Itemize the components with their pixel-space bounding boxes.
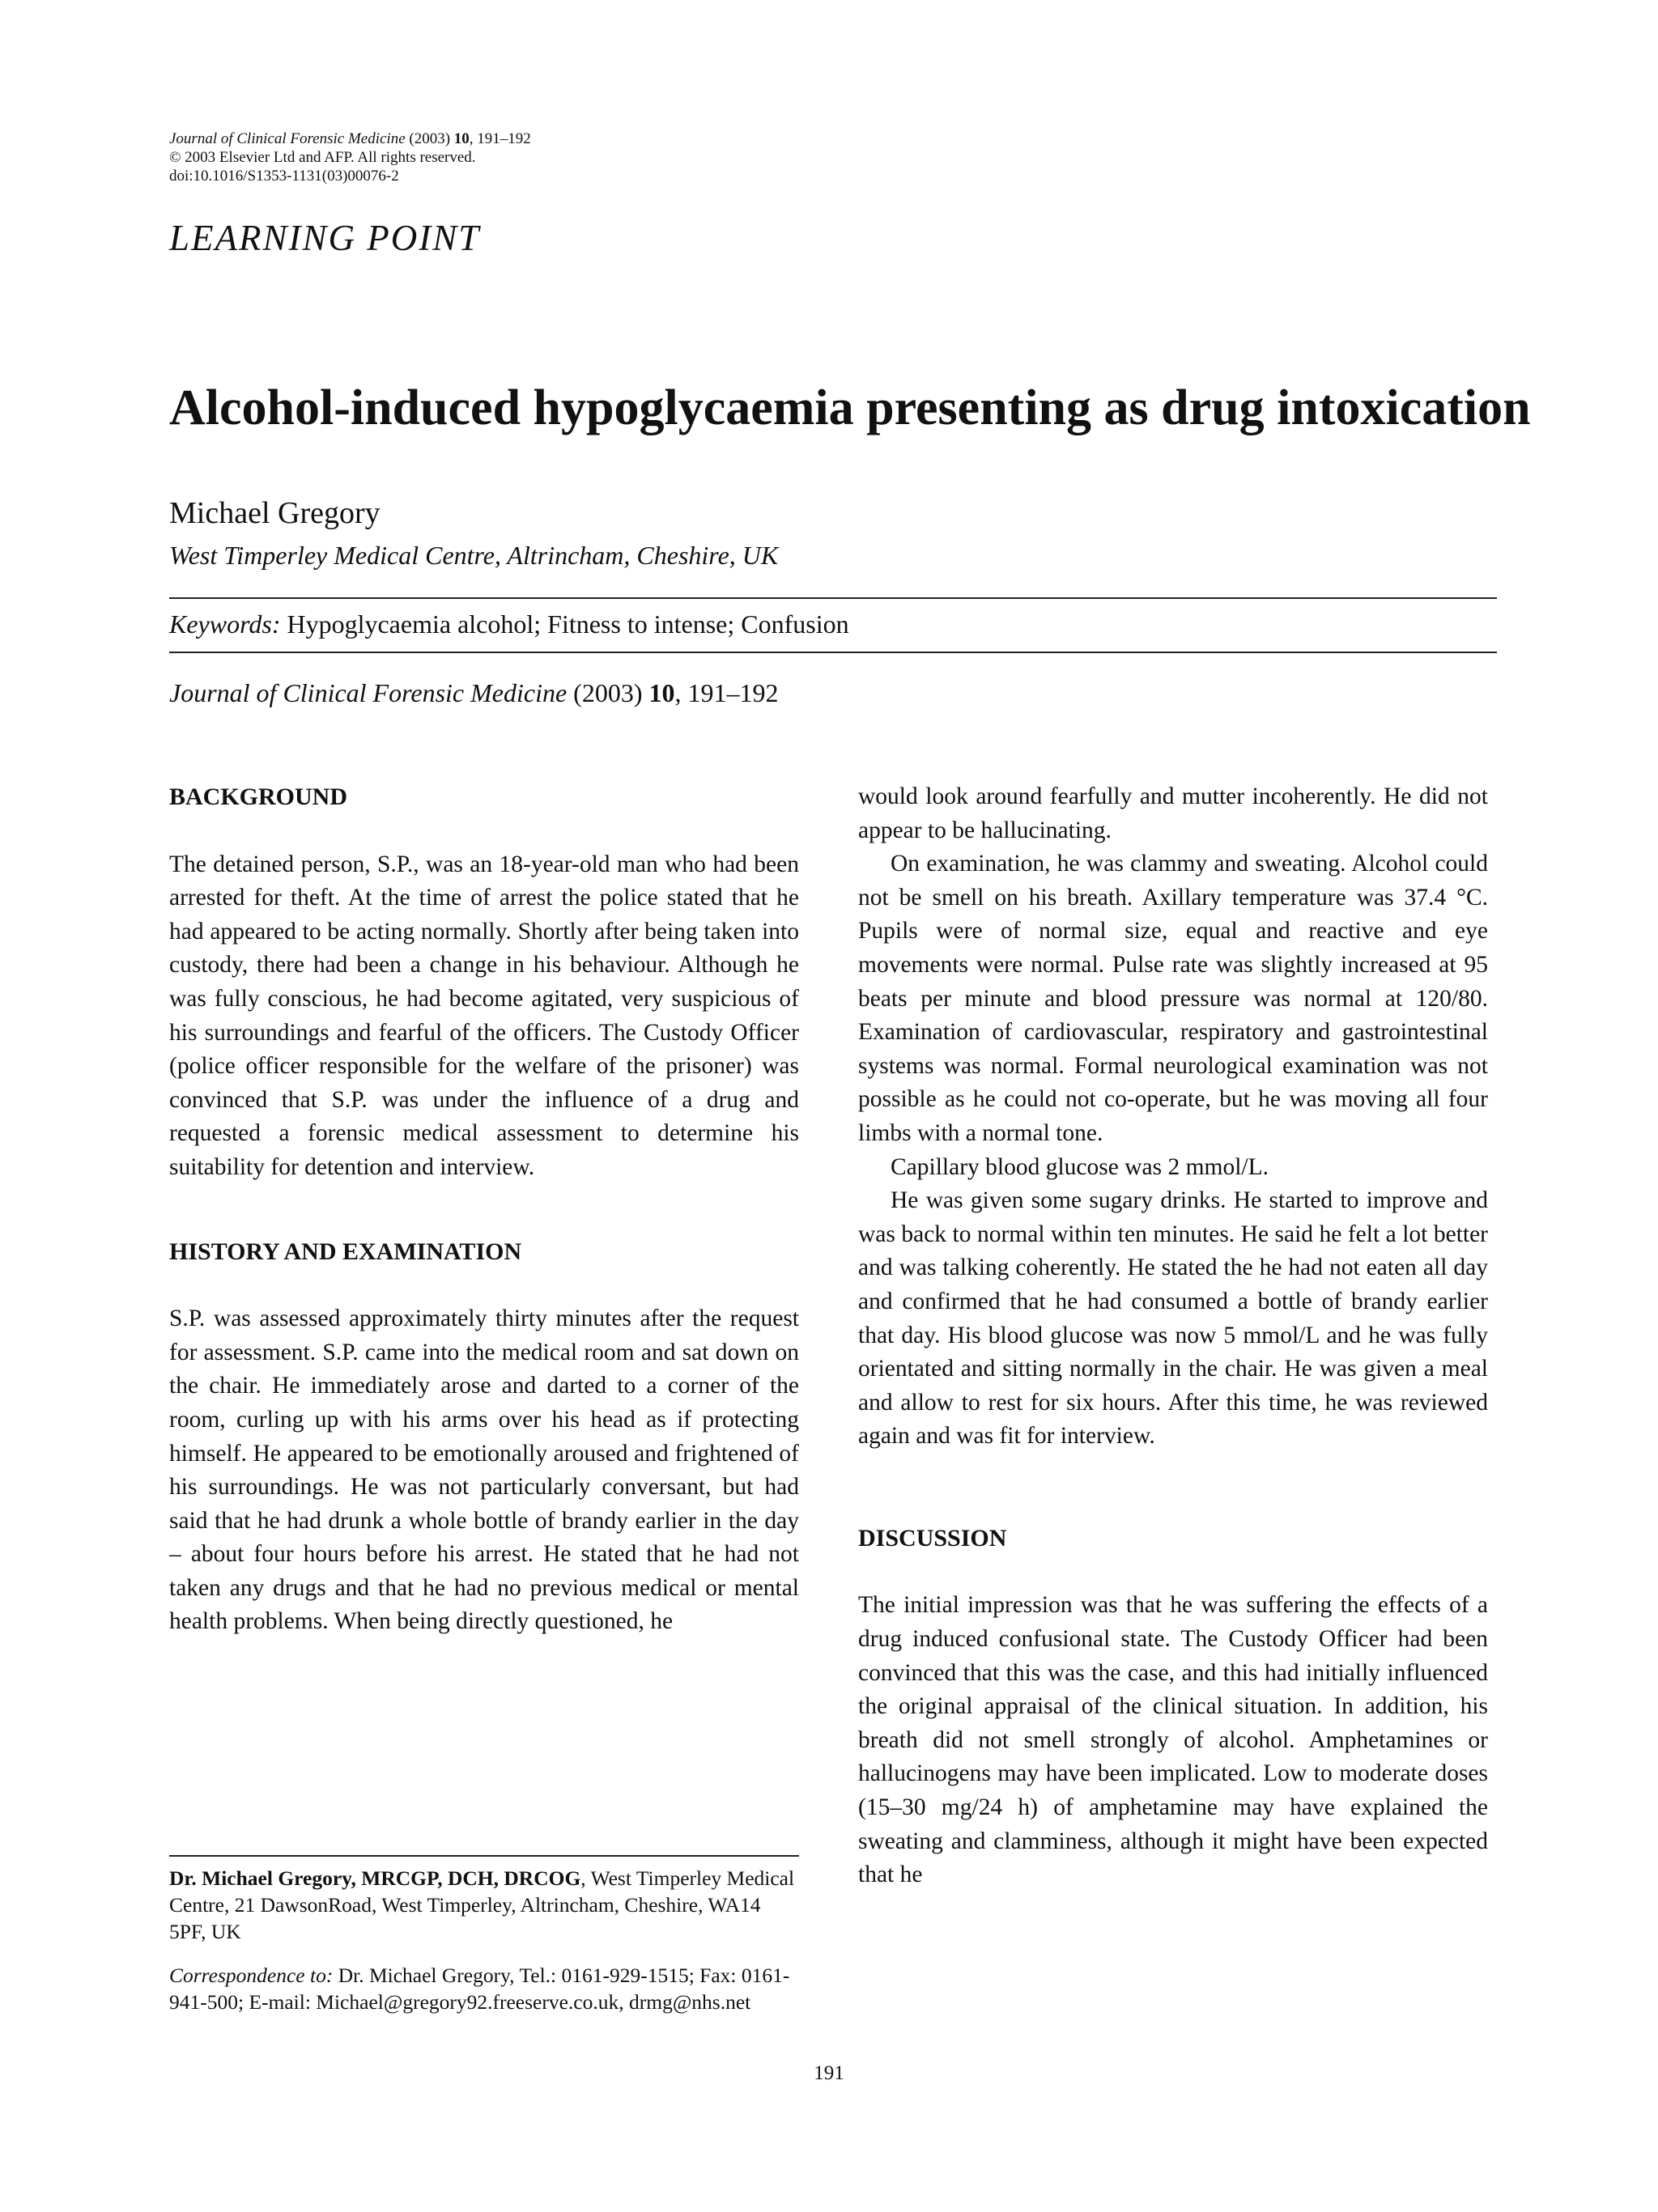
journal-pages: , 191–192 (469, 130, 531, 147)
citation-journal: Journal of Clinical Forensic Medicine (169, 678, 568, 707)
discussion-heading: DISCUSSION (858, 1524, 1007, 1552)
section-label: LEARNING POINT (169, 218, 481, 258)
history-paragraph-3: Capillary blood glucose was 2 mmol/L. (891, 1153, 1269, 1180)
background-paragraph: The detained person, S.P., was an 18-year-old man who had been arrested for theft. At the time of arrest the police stated that he had appeared to be acting normally. Shortly after being taken into custody, there had been a change in his behaviour. Although he was fully conscious, he had become agitated, very suspicious of his surroundings and fearful of the officers. The Custody Officer (police officer responsible for the welfare of the prisoner) was convinced that S.P. was under the influence of a drug and requested a forensic medical assessment to determine his suitability for detention and interview. (169, 851, 799, 1180)
footnote-author: Dr. Michael Gregory, MRCGP, DCH, DRCOG (169, 1866, 581, 1890)
correspondence-label: Correspondence to: (169, 1964, 334, 1987)
correspondence-text: Dr. Michael Gregory, Tel.: 0161-929-1515; Fax: 0161-941-500; E-mail: Michael@gregory92.freeserve.co.uk, drmg@nhs.net (169, 1964, 790, 2014)
journal-year: (2003) (409, 130, 451, 147)
history-heading: HISTORY AND EXAMINATION (169, 1238, 522, 1265)
author-name: Michael Gregory (169, 496, 380, 530)
journal-name: Journal of Clinical Forensic Medicine (169, 130, 406, 147)
footnote-address: , West Timperley Medical Centre, 21 DawsonRoad, West Timperley, Altrincham, Cheshire, WA14 5PF, UK (169, 1866, 795, 1943)
journal-header (169, 129, 531, 185)
journal-volume: 10 (453, 130, 470, 147)
discussion-paragraph: The initial impression was that he was suffering the effects of a drug induced confusional state. The Custody Officer had been convinced that this was the case, and this had initially influenced the original appraisal of the clinical situation. In addition, his breath did not smell strongly of alcohol. Amphetamines or hallucinogens may have been implicated. Low to moderate doses (15–30 mg/24 h) of amphetamine may have explained the sweating and clamminess, although it might have been expected that he (858, 1592, 1488, 1888)
history-paragraph-1-continued: would look around fearfully and mutter incoherently. He did not appear to be hallucinating. (858, 783, 1488, 843)
history-paragraph-4: He was given some sugary drinks. He started to improve and was back to normal within ten minutes. He said he felt a lot better and was talking coherently. He stated the he had not eaten all day and confirmed that he had consumed a bottle of brandy earlier that day. His blood glucose was now 5 mmol/L and he was fully orientated and sitting normally in the chair. He was given a meal and allow to rest for six hours. After this time, he was reviewed again and was fit for interview. (858, 1187, 1488, 1450)
author-affiliation: West Timperley Medical Centre, Altrincham, Cheshire, UK (169, 541, 779, 570)
keywords-text: Hypoglycaemia alcohol; Fitness to intense; Confusion (280, 609, 849, 639)
citation-pages: , 191–192 (674, 678, 779, 707)
journal-citation-line (169, 129, 531, 148)
keywords-label: Keywords: (169, 609, 281, 639)
history-paragraph-2: On examination, he was clammy and sweating. Alcohol could not be smell on his breath. Axillary temperature was 37.4 °C. Pupils were of normal size, equal and reactive and eye movements were normal. Pulse rate was slightly increased at 95 beats per minute and blood pressure was normal at 120/80. Examination of cardiovascular, respiratory and gastrointestinal systems was normal. Formal neurological examination was not possible as he could not co-operate, but he was moving all four limbs with a normal tone. (858, 851, 1488, 1146)
background-heading: BACKGROUND (169, 783, 348, 810)
correspondence-footnote (169, 1962, 799, 2015)
doi-line: doi:10.1016/S1353-1131(03)00076-2 (169, 168, 399, 185)
citation-volume: 10 (648, 678, 675, 707)
article-citation (169, 678, 778, 708)
divider-top (169, 597, 1497, 599)
article-title: Alcohol-induced hypoglycaemia presenting as drug intoxication (169, 380, 1531, 435)
copyright-line: © 2003 Elsevier Ltd and AFP. All rights reserved. (169, 149, 476, 166)
left-column (169, 780, 799, 1639)
footnote-divider (169, 1855, 799, 1857)
history-paragraph-1: S.P. was assessed approximately thirty minutes after the request for assessment. S.P. came into the medical room and sat down on the chair. He immediately arose and darted to a corner of the room, curling up with his arms over his head as if protecting himself. He appeared to be emotionally aroused and frightened of his surroundings. He was not particularly conversant, but had said that he had drunk a whole bottle of brandy earlier in the day – about four hours before his arrest. He stated that he had not taken any drugs and that he had no previous medical or mental health problems. When being directly questioned, he (169, 1306, 799, 1635)
author-footnote (169, 1865, 799, 1945)
keywords-line (169, 609, 849, 639)
divider-bottom (169, 652, 1497, 653)
citation-year: (2003) (567, 678, 649, 707)
right-column (858, 780, 1488, 1892)
page-number: 191 (814, 2062, 844, 2084)
